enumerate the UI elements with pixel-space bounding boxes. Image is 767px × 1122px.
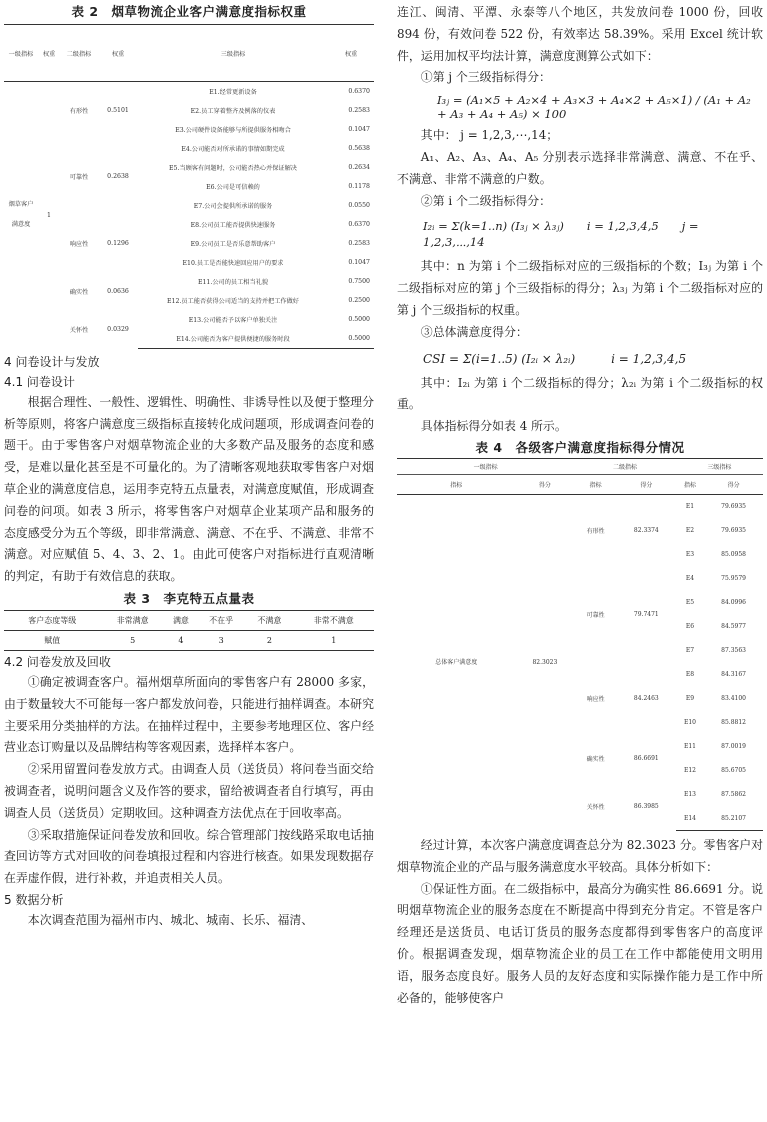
table4-second-level-score: 79.7471 <box>633 610 659 618</box>
table3-cell: 5 <box>130 636 136 646</box>
formula-1-desc: A₁、A₂、A₃、A₄、A₅ 分别表示选择非常满意、满意、不在乎、不满意、非常不满意的户数。 <box>397 149 763 186</box>
table2-second-level-name: 关怀性 <box>69 326 89 334</box>
table4-second-level-score: 86.6691 <box>633 754 659 762</box>
paragraph: ③采取措施保证问卷发放和回收。综合管理部门按线路采取电话抽查回访等方式对回收的问卷填报过程和内容进行核查。如果发现数据存在弄虚作假，进行补救，并追责相关人员。 <box>4 827 374 886</box>
table4-third-level-score: 87.0019 <box>721 742 746 750</box>
table2-second-level-name: 有形性 <box>69 107 89 115</box>
table3-header: 不满意 <box>257 616 282 626</box>
table3-header: 不在乎 <box>209 616 234 626</box>
table4-third-level-name: E2 <box>685 526 695 534</box>
table3 <box>4 610 374 651</box>
paragraph: 经过计算，本次客户满意度调查总分为 82.3023 分。零售客户对烟草物流企业的产品与服务满意度水平较高。具体分析如下： <box>397 837 763 874</box>
table2-third-level-name: E7.公司会提供所承诺的服务 <box>193 202 273 210</box>
table2-header-w3: 权重 <box>328 25 374 82</box>
table2-second-level-name: 响应性 <box>69 241 89 249</box>
table2-third-level-weight: 0.7500 <box>348 278 370 286</box>
section-4-1-heading: 4.1 问卷设计 <box>4 374 75 389</box>
table2-third-level-name: E4.公司能否对所承诺的事情如期完成 <box>181 145 285 153</box>
table2-second-level-weight: 0.1296 <box>107 240 129 248</box>
table4-second-level-score: 84.2463 <box>633 694 659 702</box>
table2-third-level-weight: 0.2634 <box>348 163 370 171</box>
table2-second-level-weight: 0.2638 <box>107 173 129 181</box>
table4-second-level-score: 82.3374 <box>633 527 659 535</box>
table4-third-level-score: 84.0996 <box>721 598 746 606</box>
table4-second-level-name: 响应性 <box>586 695 605 703</box>
right-column <box>397 0 763 1009</box>
table4-third-level-score: 79.6935 <box>721 503 746 511</box>
table4-third-level-name: E13 <box>683 790 696 798</box>
table3-cell: 2 <box>266 636 272 646</box>
table2-header-w1: 权重 <box>38 25 60 82</box>
table2-third-level-name: E5.当顾客有问题时，公司能否热心并保证解决 <box>169 164 297 172</box>
table-row <box>4 310 374 329</box>
table2-header-l2: 二级指标 <box>60 25 98 82</box>
formula-3: CSI = Σ(i=1..5) (I₂ᵢ × λ₂ᵢ) i = 1,2,3,4,5 <box>423 351 687 366</box>
table2-third-level-weight: 0.0550 <box>348 201 370 209</box>
table2-third-level-weight: 0.2583 <box>348 106 370 114</box>
formula-1-where: 其中： j = 1,2,3,⋯,14； <box>420 128 559 143</box>
table2-third-level-weight: 0.5000 <box>328 329 374 348</box>
table4 <box>397 458 763 831</box>
table4-group-header: 一级指标 <box>397 458 574 474</box>
table2-header-l3: 三级指标 <box>138 25 328 82</box>
table2-third-level-weight: 0.1178 <box>348 182 370 190</box>
formula-3-title: ③总体满意度得分： <box>420 324 528 339</box>
table4-third-level-name: E7 <box>685 646 695 654</box>
table4-third-level-name: E3 <box>685 550 695 558</box>
table2-third-level-name: E1.经常更新设备 <box>209 88 257 96</box>
table2-third-level-name: E14.公司能否为客户提供便捷的服务时段 <box>138 329 328 348</box>
section-5-heading: 5 数据分析 <box>4 893 64 908</box>
table-row <box>397 494 763 518</box>
table4-body <box>397 494 763 830</box>
table4-third-level-name: E8 <box>685 670 695 678</box>
paragraph: ②采用留置问卷发放方式。由调查人员（送货员）将问卷当面交给被调查者，说明问题含义及作答的要求，留给被调查者自行填写，再由调查人员（送货员）定期收回。这种调查方法优点在于回收率高。 <box>4 762 374 820</box>
paragraph: 连江、闽清、平潭、永泰等八个地区，共发放问卷 1000 份，回收 894 份，有效问卷 522 份，有效率达 58.39%。采用 Excel 统计软件，运用加权平均法计算，满意度测算公式如下： <box>397 5 763 63</box>
table3-cell: 3 <box>218 636 224 646</box>
table-row <box>4 215 374 234</box>
table2-third-level-name: E11.公司的员工相当礼貌 <box>197 279 269 287</box>
table4-second-level-score: 86.3985 <box>633 802 659 810</box>
table4-second-level-name: 确实性 <box>586 755 605 763</box>
table3-header: 客户态度等级 <box>28 616 77 626</box>
table3-cell: 赋值 <box>44 636 61 646</box>
table2-header-l1: 一级指标 <box>4 25 38 82</box>
table-row <box>4 82 374 101</box>
table2-third-level-name: E2.员工穿着整齐及例落的仪表 <box>190 107 276 115</box>
table2-third-level-weight: 0.5000 <box>348 316 370 324</box>
table2-second-level-weight: 0.0636 <box>107 287 129 295</box>
table4-third-level-name: E5 <box>685 598 695 606</box>
table4-third-level-score: 85.6705 <box>721 766 746 774</box>
table4-sub-header: 得分 <box>538 481 551 489</box>
table2-third-level-name: E8.公司员工能否提供快速服务 <box>190 221 276 229</box>
table4-sub-header: 得分 <box>727 481 740 489</box>
paragraph: ①保证性方面。在二级指标中，最高分为确实性 86.6691 分。说明烟草物流企业的服务态度在不断提高中得到充分肯定。不管是客户经理还是送货员、电话订货员的服务态度都得到零售客户的高度评价。根据调查发现，烟草物流企业的员工在工作中都能使用文明用语，服务态度良好。服务人员的友好态度和实际操作能力是工作中所必备的，能够使客户 <box>397 881 763 1005</box>
paragraph: 具体指标得分如表 4 所示。 <box>420 419 567 434</box>
table2-third-level-weight: 0.6370 <box>348 220 370 228</box>
formula-1-title: ①第 j 个三级指标得分： <box>420 70 551 85</box>
table4-third-level-score: 85.8812 <box>721 718 746 726</box>
table4-third-level-score: 85.2107 <box>704 806 763 830</box>
table2-third-level-name: E6.公司是可信赖的 <box>206 183 260 191</box>
table2-second-level-name: 确实性 <box>69 288 89 296</box>
table4-caption: 表 4 各级客户满意度指标得分情况 <box>475 439 685 455</box>
table4-third-level-score: 87.3563 <box>721 646 746 654</box>
formula-1: I₃ⱼ = (A₁×5 + A₂×4 + A₃×3 + A₄×2 + A₅×1) / (A₁ + A₂ + A₃ + A₄ + A₅) × 100 <box>437 93 751 122</box>
table2-third-level-name: E9.公司员工是否乐意帮助客户 <box>190 241 276 249</box>
table2-body <box>4 82 374 349</box>
table4-third-level-name: E14 <box>676 806 704 830</box>
table4-sub-header: 指标 <box>589 481 602 489</box>
table2-second-level-name: 可靠性 <box>69 174 89 182</box>
table4-third-level-score: 84.5977 <box>721 622 746 630</box>
table2 <box>4 24 374 349</box>
table4-third-level-score: 85.0958 <box>721 550 746 558</box>
formula-3-desc: 其中：I₂ᵢ 为第 i 个二级指标的得分；λ₂ᵢ 为第 i 个二级指标的权重。 <box>397 375 763 412</box>
table4-third-level-name: E1 <box>685 503 695 511</box>
table4-third-level-score: 87.5862 <box>721 790 746 798</box>
paragraph: 本次调查范围为福州市内、城北、城南、长乐、福清、 <box>27 913 314 928</box>
table3-header: 非常不满意 <box>313 616 354 626</box>
table4-first-level-score: 82.3023 <box>532 659 558 667</box>
table4-third-level-score: 75.9579 <box>721 574 746 582</box>
table2-third-level-weight: 0.1047 <box>348 125 370 133</box>
table2-third-level-name: E12.员工能否获得公司适当的支持并把工作做好 <box>167 298 299 306</box>
table4-sub-header: 得分 <box>640 481 653 489</box>
table2-second-level-weight: 0.0329 <box>107 325 129 333</box>
table4-sub-header: 指标 <box>683 481 696 489</box>
table4-third-level-name: E6 <box>685 622 695 630</box>
table4-group-header: 三级指标 <box>676 458 763 474</box>
table4-third-level-score: 79.6935 <box>721 526 746 534</box>
table2-third-level-name: E3.公司硬件设备能够与所提供服务相吻合 <box>175 126 291 134</box>
table2-second-level-weight: 0.5101 <box>107 106 129 114</box>
table4-first-level-name: 总体客户满意度 <box>435 658 478 666</box>
table3-caption: 表 3 李克特五点量表 <box>123 591 255 607</box>
table4-second-level-name: 可靠性 <box>586 611 605 619</box>
table3-header: 非常满意 <box>116 616 149 626</box>
table4-third-level-name: E10 <box>683 718 696 726</box>
table2-caption: 表 2 烟草物流企业客户满意度指标权重 <box>71 4 307 19</box>
table3-header: 满意 <box>172 616 189 626</box>
table2-third-level-weight: 0.5638 <box>348 144 370 152</box>
section-4-heading: 4 问卷设计与发放 <box>4 354 100 369</box>
table4-third-level-score: 84.3167 <box>721 670 746 678</box>
table2-header-w2: 权重 <box>98 25 138 82</box>
table4-third-level-name: E9 <box>685 694 695 702</box>
table3-cell: 1 <box>331 636 337 646</box>
table4-third-level-name: E12 <box>683 766 696 774</box>
left-column <box>4 0 374 932</box>
table2-third-level-name: E10.员工是否能快速回应用户的要求 <box>182 260 284 268</box>
table2-third-level-weight: 0.1047 <box>348 259 370 267</box>
formula-2: I₂ᵢ = Σ(k=1..n) (I₃ⱼ × λ₃ⱼ) i = 1,2,3,4,5 j = 1,2,3,⋯,14 <box>423 219 699 250</box>
table4-sub-header: 指标 <box>450 481 463 489</box>
formula-2-desc: 其中：n 为第 i 个二级指标对应的三级指标的个数；I₃ⱼ 为第 i 个二级指标对应的第 j 个三级指标的得分；λ₃ⱼ 为第 i 个二级指标对应的第 j 个三级指标的权重。 <box>397 259 763 317</box>
table-row <box>4 272 374 291</box>
table4-second-level-name: 关怀性 <box>586 803 605 811</box>
table4-third-level-score: 83.4100 <box>721 694 746 702</box>
table2-third-level-weight: 0.2500 <box>348 297 370 305</box>
formula-2-title: ②第 i 个二级指标得分： <box>420 193 552 208</box>
table4-third-level-name: E11 <box>683 742 696 750</box>
table2-third-level-name: E13.公司能否予以客户单独关注 <box>188 317 278 325</box>
table4-group-header: 二级指标 <box>574 458 675 474</box>
table-row <box>4 139 374 158</box>
table2-first-level-name: 烟草客户满意度 <box>8 201 34 229</box>
paragraph: ①确定被调查客户。福州烟草所面向的零售客户有 28000 多家，由于数量较大不可能每一客户都发放问卷，只能进行抽样调查。本研究主要采用分类抽样的方法。在抽样过程中，主要参考地理区位、客户经营业态订购量以及品牌结构等客观因素，选择样本客户。 <box>4 675 374 755</box>
table2-third-level-weight: 0.6370 <box>348 87 370 95</box>
table4-third-level-name: E4 <box>685 574 695 582</box>
table2-third-level-weight: 0.2583 <box>348 240 370 248</box>
table2-first-level-weight: 1 <box>47 211 51 219</box>
table3-cell: 4 <box>178 636 184 646</box>
table4-second-level-name: 有形性 <box>586 528 605 536</box>
paragraph: 根据合理性、一般性、逻辑性、明确性、非诱导性以及便于整理分析等原则，将客户满意度三级指标直接转化成问题项，形成调查问卷的题干。由于零售客户对烟草物流企业的大多数产品及服务的态度和感受，是难以量化甚至是不可量化的。为了清晰客观地获取零售客户对烟草企业的满意度信息，运用李克特五点量表，对满意度赋值，形成调查问卷的问项。如表 3 所示，将零售客户对烟草企业某项产品和服务的态度感受分为五个等级，即非常满意、满意、不在乎、不满意、非常不满意。对应赋值 5、4、3、2、1。由此可使客户对指标进行直观清晰的判定，有助于有效信息的获取。 <box>4 394 374 584</box>
section-4-2-heading: 4.2 问卷发放及回收 <box>4 655 111 670</box>
